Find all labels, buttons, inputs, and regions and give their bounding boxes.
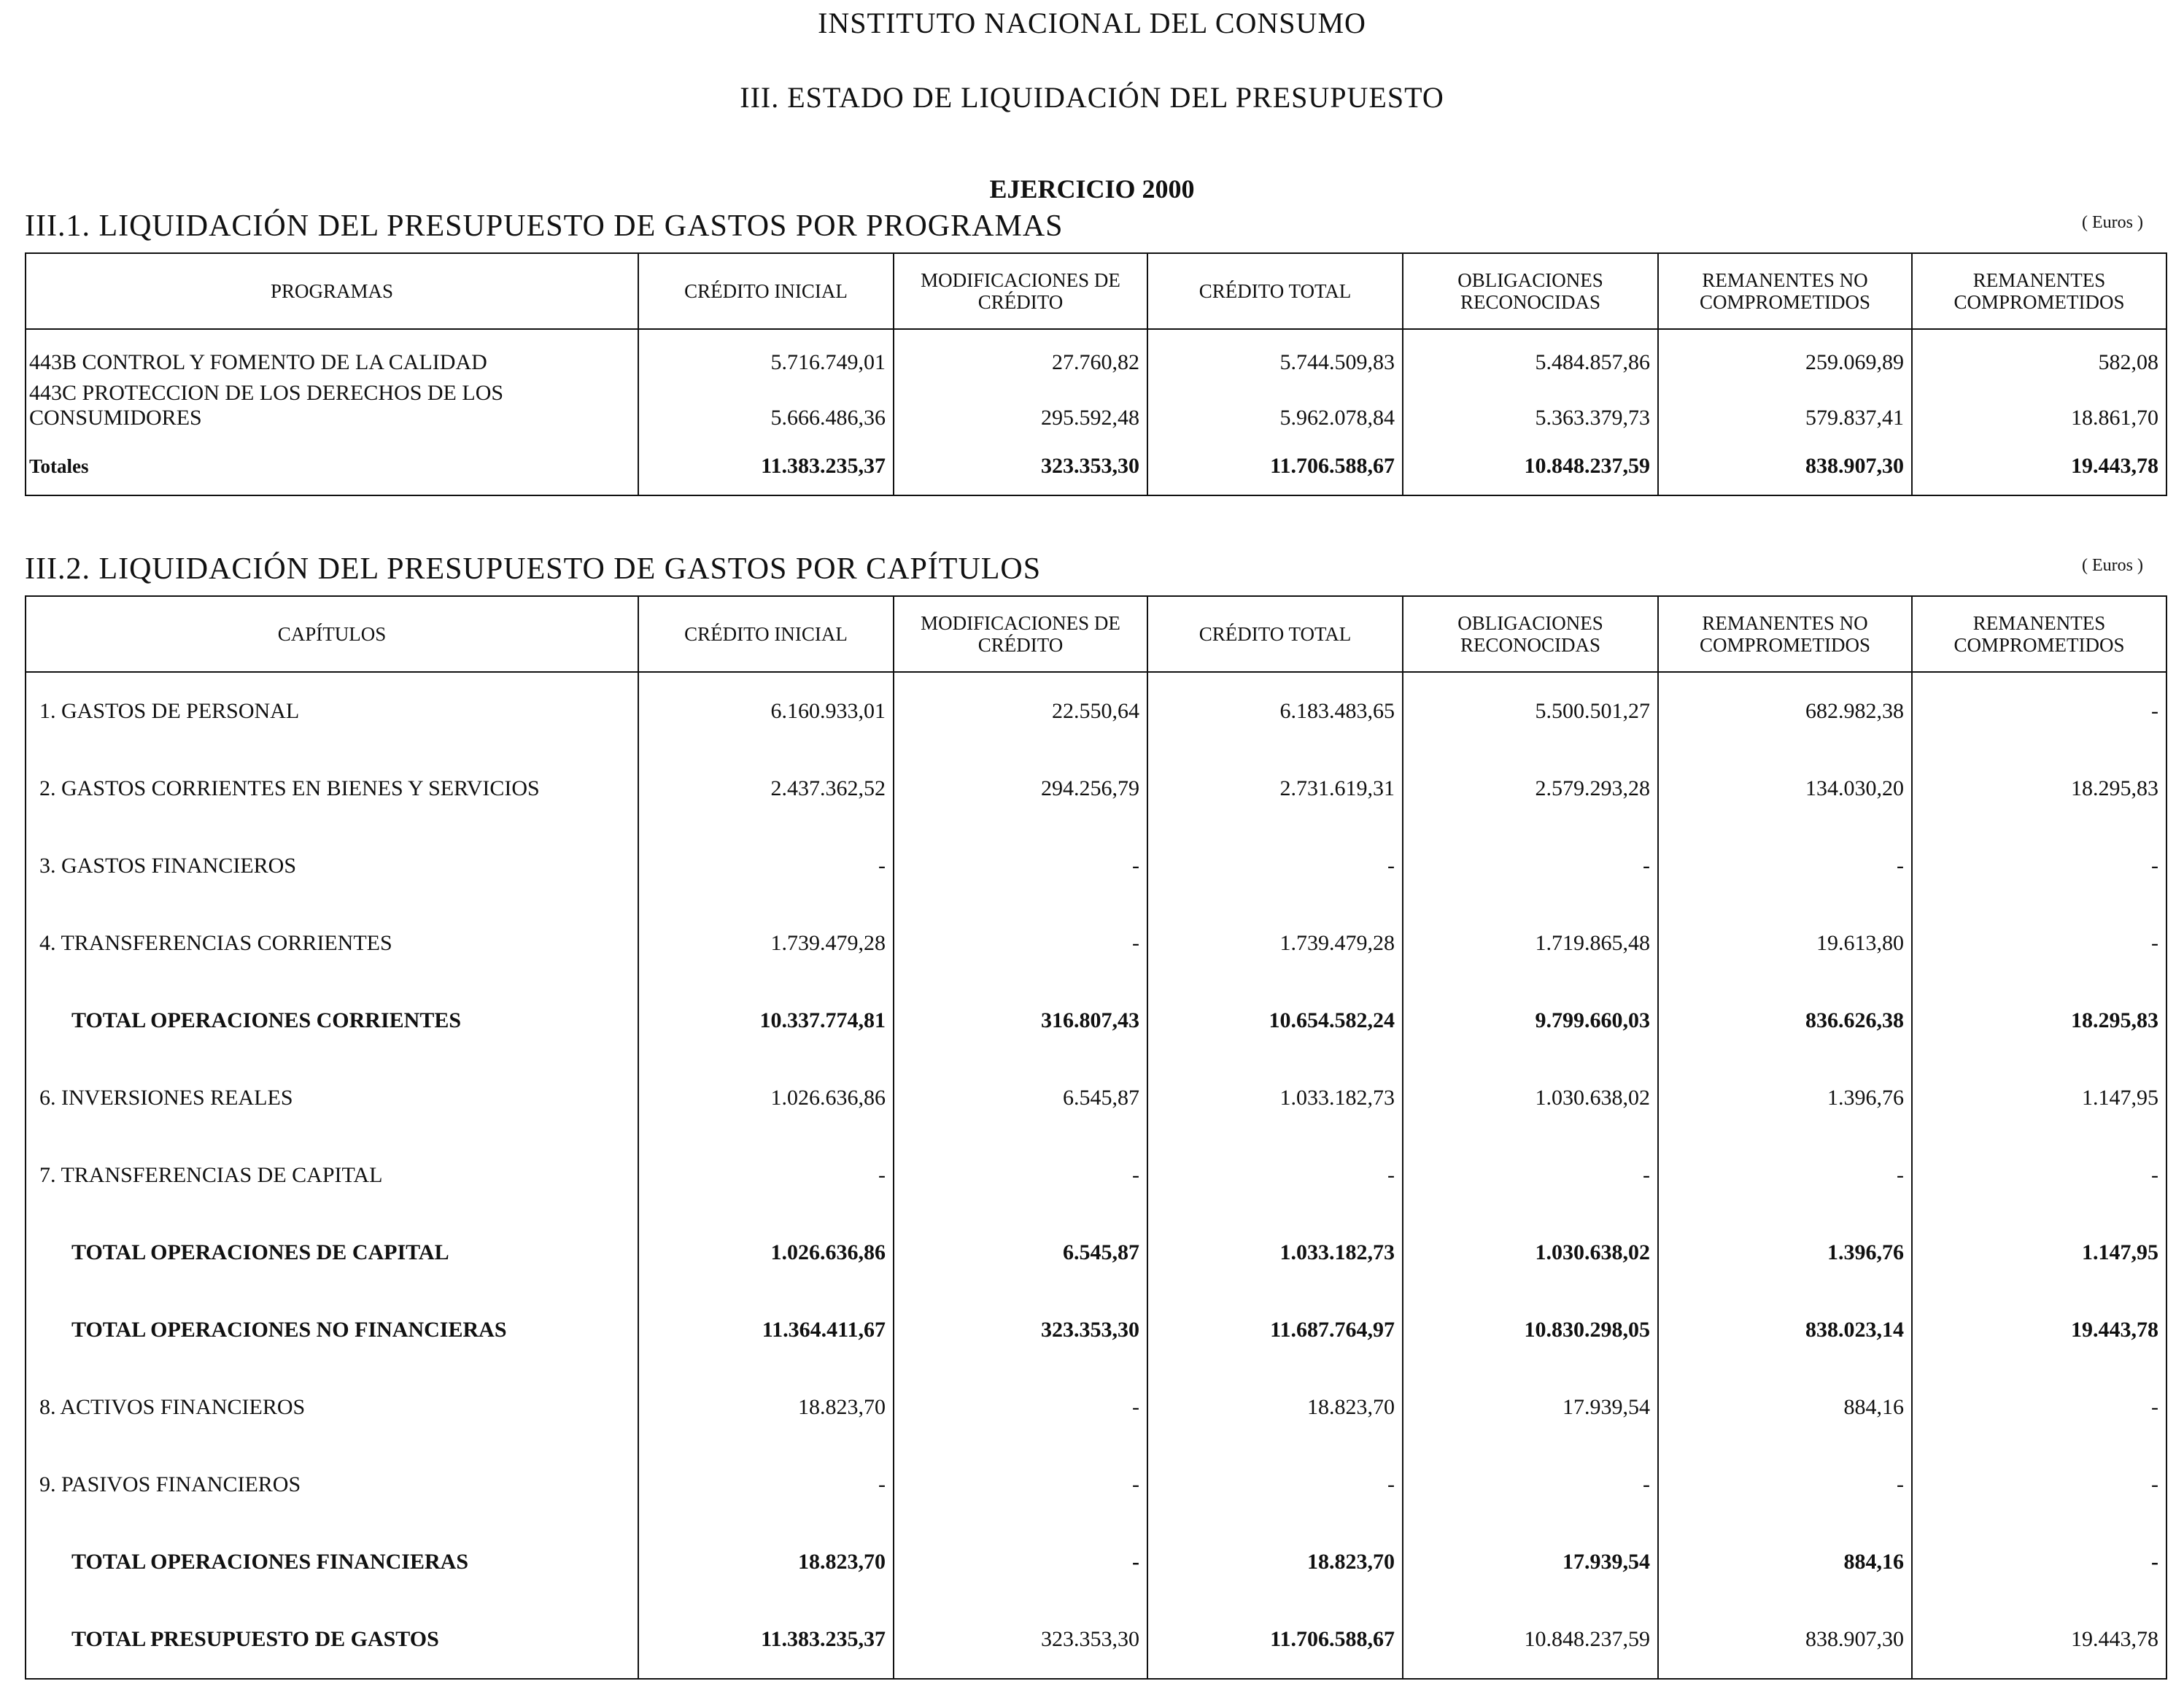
cell-value: 295.592,48 (894, 378, 1147, 433)
cell-value: - (1403, 827, 1658, 905)
col-header-credito-total: CRÉDITO TOTAL (1147, 253, 1403, 329)
table-row (26, 1059, 2166, 1137)
cell-value: 17.939,54 (1403, 1369, 1658, 1446)
cell-value: 5.484.857,86 (1403, 329, 1658, 378)
cell-value: - (1658, 1446, 1912, 1523)
cell-value: 838.907,30 (1658, 433, 1912, 482)
cell-value: 316.807,43 (894, 982, 1147, 1059)
cell-value: - (1403, 1446, 1658, 1523)
table-header-row (26, 596, 2166, 672)
table-row (26, 672, 2166, 750)
chapter-name: 1. GASTOS DE PERSONAL (26, 672, 638, 750)
subtotal-label: TOTAL OPERACIONES CORRIENTES (26, 982, 638, 1059)
cell-value: 582,08 (1912, 329, 2166, 378)
cell-value: - (1403, 1137, 1658, 1214)
col-header-obligaciones: OBLIGACIONES RECONOCIDAS (1403, 253, 1658, 329)
col-header-remanentes-no-comprometidos: REMANENTES NO COMPROMETIDOS (1658, 596, 1912, 672)
subtotal-row (26, 1291, 2166, 1369)
cell-value: - (1912, 1369, 2166, 1446)
totals-row (26, 433, 2166, 482)
cell-value: 10.337.774,81 (638, 982, 894, 1059)
cell-value: - (894, 1369, 1147, 1446)
cell-value: 1.396,76 (1658, 1059, 1912, 1137)
cell-value: 1.739.479,28 (638, 905, 894, 982)
cell-value: - (894, 1523, 1147, 1601)
cell-value: 18.823,70 (638, 1523, 894, 1601)
col-header-remanentes-comprometidos: REMANENTES COMPROMETIDOS (1912, 253, 2166, 329)
cell-value: 323.353,30 (894, 1601, 1147, 1679)
chapter-name: 7. TRANSFERENCIAS DE CAPITAL (26, 1137, 638, 1214)
cell-value: 18.823,70 (638, 1369, 894, 1446)
cell-value: 2.731.619,31 (1147, 750, 1403, 827)
totals-label: Totales (26, 433, 638, 482)
cell-value: 18.295,83 (1912, 750, 2166, 827)
subtotal-label: TOTAL OPERACIONES NO FINANCIERAS (26, 1291, 638, 1369)
col-header-credito-inicial: CRÉDITO INICIAL (638, 596, 894, 672)
cell-value: 2.579.293,28 (1403, 750, 1658, 827)
cell-value: 259.069,89 (1658, 329, 1912, 378)
cell-value: 134.030,20 (1658, 750, 1912, 827)
cell-value: - (1912, 827, 2166, 905)
cell-value: - (894, 1446, 1147, 1523)
cell-value: 682.982,38 (1658, 672, 1912, 750)
cell-value: 19.613,80 (1658, 905, 1912, 982)
cell-value: - (1912, 1523, 2166, 1601)
table-row (26, 750, 2166, 827)
cell-value: 11.706.588,67 (1147, 433, 1403, 482)
cell-value: 17.939,54 (1403, 1523, 1658, 1601)
cell-value: - (1658, 827, 1912, 905)
cell-value: - (1912, 672, 2166, 750)
cell-value: 1.719.865,48 (1403, 905, 1658, 982)
col-header-remanentes-no-comprometidos: REMANENTES NO COMPROMETIDOS (1658, 253, 1912, 329)
cell-value: 6.183.483,65 (1147, 672, 1403, 750)
chapter-name: 8. ACTIVOS FINANCIEROS (26, 1369, 638, 1446)
col-header-modificaciones: MODIFICACIONES DE CRÉDITO (894, 253, 1147, 329)
grand-total-row (26, 1601, 2166, 1679)
cell-value: - (1912, 1446, 2166, 1523)
section2-units: ( Euros ) (2082, 556, 2143, 575)
cell-value: - (1912, 1137, 2166, 1214)
subtotal-row (26, 982, 2166, 1059)
col-header-remanentes-comprometidos: REMANENTES COMPROMETIDOS (1912, 596, 2166, 672)
cell-value: 11.687.764,97 (1147, 1291, 1403, 1369)
cell-value: - (1147, 827, 1403, 905)
subtotal-label: TOTAL OPERACIONES DE CAPITAL (26, 1214, 638, 1291)
subtotal-row (26, 1523, 2166, 1601)
table-spacer-row (26, 482, 2166, 495)
table-header-row (26, 253, 2166, 329)
cell-value: 1.147,95 (1912, 1059, 2166, 1137)
subtotal-label: TOTAL OPERACIONES FINANCIERAS (26, 1523, 638, 1601)
col-header-capitulos: CAPÍTULOS (26, 596, 638, 672)
cell-value: 5.666.486,36 (638, 378, 894, 433)
cell-value: 9.799.660,03 (1403, 982, 1658, 1059)
cell-value: 1.396,76 (1658, 1214, 1912, 1291)
table-row (26, 827, 2166, 905)
cell-value: 18.823,70 (1147, 1523, 1403, 1601)
cell-value: 18.295,83 (1912, 982, 2166, 1059)
cell-value: 294.256,79 (894, 750, 1147, 827)
cell-value: 2.437.362,52 (638, 750, 894, 827)
cell-value: - (1147, 1137, 1403, 1214)
cell-value: - (1912, 905, 2166, 982)
institution-title: INSTITUTO NACIONAL DEL CONSUMO (818, 7, 1366, 39)
cell-value: 27.760,82 (894, 329, 1147, 378)
cell-value: 10.848.237,59 (1403, 433, 1658, 482)
cell-value: 19.443,78 (1912, 433, 2166, 482)
cell-value: - (638, 827, 894, 905)
cell-value: 10.830.298,05 (1403, 1291, 1658, 1369)
cell-value: - (638, 1446, 894, 1523)
cell-value: - (638, 1137, 894, 1214)
cell-value: 1.030.638,02 (1403, 1059, 1658, 1137)
cell-value: 884,16 (1658, 1369, 1912, 1446)
program-name: 443C PROTECCION DE LOS DERECHOS DE LOS CONSUMIDORES (26, 378, 638, 433)
cell-value: - (1658, 1137, 1912, 1214)
cell-value: 10.848.237,59 (1403, 1601, 1658, 1679)
cell-value: 1.026.636,86 (638, 1214, 894, 1291)
chapter-name: 4. TRANSFERENCIAS CORRIENTES (26, 905, 638, 982)
col-header-obligaciones: OBLIGACIONES RECONOCIDAS (1403, 596, 1658, 672)
chapter-name: 9. PASIVOS FINANCIEROS (26, 1446, 638, 1523)
cell-value: 19.443,78 (1912, 1601, 2166, 1679)
table-row (26, 1369, 2166, 1446)
cell-value: 22.550,64 (894, 672, 1147, 750)
program-name: 443B CONTROL Y FOMENTO DE LA CALIDAD (26, 329, 638, 378)
exercise-year: EJERCICIO 2000 (989, 174, 1195, 204)
programs-table (25, 252, 2167, 496)
chapter-name: 2. GASTOS CORRIENTES EN BIENES Y SERVICIOS (26, 750, 638, 827)
cell-value: 6.545,87 (894, 1059, 1147, 1137)
table-row (26, 905, 2166, 982)
table-row (26, 1446, 2166, 1523)
cell-value: 10.654.582,24 (1147, 982, 1403, 1059)
cell-value: - (894, 905, 1147, 982)
section2-title: III.2. LIQUIDACIÓN DEL PRESUPUESTO DE GASTOS POR CAPÍTULOS (25, 552, 1042, 586)
cell-value: 11.383.235,37 (638, 433, 894, 482)
table-row (26, 329, 2166, 378)
cell-value: 1.030.638,02 (1403, 1214, 1658, 1291)
cell-value: - (1147, 1446, 1403, 1523)
col-header-modificaciones: MODIFICACIONES DE CRÉDITO (894, 596, 1147, 672)
cell-value: 1.033.182,73 (1147, 1059, 1403, 1137)
table-row (26, 378, 2166, 433)
chapter-name: 6. INVERSIONES REALES (26, 1059, 638, 1137)
chapter-name: 3. GASTOS FINANCIEROS (26, 827, 638, 905)
cell-value: - (894, 827, 1147, 905)
cell-value: 18.861,70 (1912, 378, 2166, 433)
cell-value: 1.147,95 (1912, 1214, 2166, 1291)
section1-units: ( Euros ) (2082, 213, 2143, 232)
cell-value: 579.837,41 (1658, 378, 1912, 433)
cell-value: 18.823,70 (1147, 1369, 1403, 1446)
cell-value: 1.033.182,73 (1147, 1214, 1403, 1291)
cell-value: 838.023,14 (1658, 1291, 1912, 1369)
section1-title: III.1. LIQUIDACIÓN DEL PRESUPUESTO DE GASTOS POR PROGRAMAS (25, 209, 1064, 243)
col-header-credito-inicial: CRÉDITO INICIAL (638, 253, 894, 329)
cell-value: 11.364.411,67 (638, 1291, 894, 1369)
cell-value: - (894, 1137, 1147, 1214)
cell-value: 838.907,30 (1658, 1601, 1912, 1679)
cell-value: 1.739.479,28 (1147, 905, 1403, 982)
cell-value: 5.363.379,73 (1403, 378, 1658, 433)
cell-value: 5.744.509,83 (1147, 329, 1403, 378)
cell-value: 323.353,30 (894, 1291, 1147, 1369)
col-header-credito-total: CRÉDITO TOTAL (1147, 596, 1403, 672)
cell-value: 11.706.588,67 (1147, 1601, 1403, 1679)
subtotal-row (26, 1214, 2166, 1291)
report-title: III. ESTADO DE LIQUIDACIÓN DEL PRESUPUESTO (740, 81, 1444, 114)
chapters-table (25, 595, 2167, 1680)
cell-value: 5.500.501,27 (1403, 672, 1658, 750)
cell-value: 1.026.636,86 (638, 1059, 894, 1137)
cell-value: 5.716.749,01 (638, 329, 894, 378)
grand-total-label: TOTAL PRESUPUESTO DE GASTOS (26, 1601, 638, 1679)
cell-value: 19.443,78 (1912, 1291, 2166, 1369)
cell-value: 11.383.235,37 (638, 1601, 894, 1679)
cell-value: 5.962.078,84 (1147, 378, 1403, 433)
cell-value: 836.626,38 (1658, 982, 1912, 1059)
cell-value: 6.545,87 (894, 1214, 1147, 1291)
cell-value: 884,16 (1658, 1523, 1912, 1601)
table-row (26, 1137, 2166, 1214)
cell-value: 323.353,30 (894, 433, 1147, 482)
col-header-programas: PROGRAMAS (26, 253, 638, 329)
cell-value: 6.160.933,01 (638, 672, 894, 750)
